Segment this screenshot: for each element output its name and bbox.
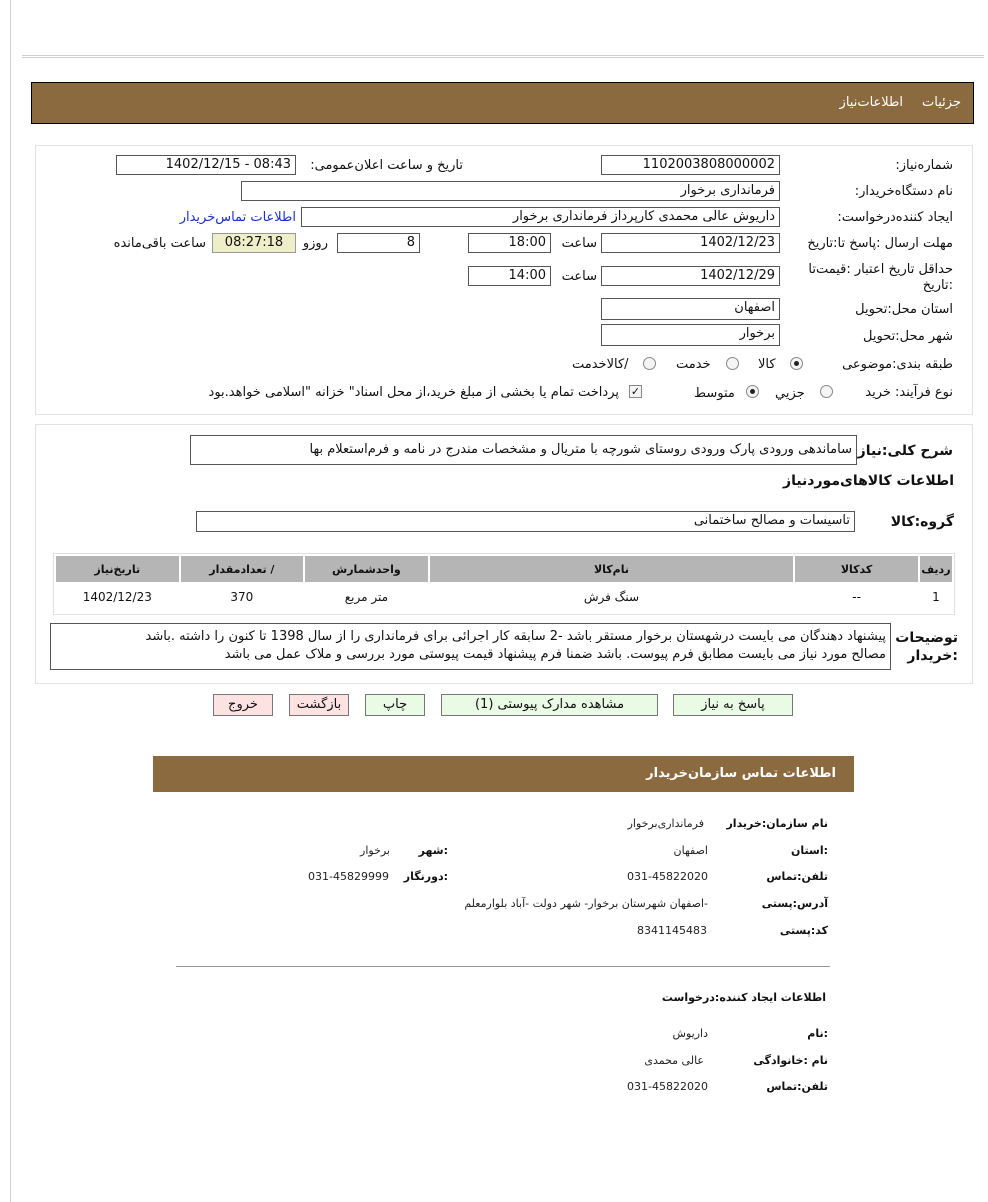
description-field: ساماندهی ورودی پارک ورودی روستای شورچه با متریال و مشخصات مندرج در نامه و فرم‌استعلام بها [190,435,857,465]
buyer-notes-label: توضیحات :خریدار [895,630,958,664]
contact-fax-value: 031-45829999 [308,870,389,883]
tab-details[interactable]: جزئیات [922,95,961,110]
view-attachments-button[interactable]: مشاهده مدارک پیوستی (1) [441,694,658,716]
announce-label: تاریخ و ساعت اعلان‌عمومی: [310,158,463,173]
col-need-date: تاریخ‌نیاز [56,556,179,582]
cell-need-date: 1402/12/23 [82,590,152,604]
deadline-hour-label: ساعت [561,236,597,251]
creator-label: ایجاد کننده‌درخواست: [837,210,953,225]
cell-goods-code: -- [852,590,861,604]
contact-city-label: :شهر [418,844,448,857]
buyer-notes-line-1: پیشنهاد دهندگان می بایست درشهستان برخوار مستقر باشد -2 سابقه کار اجرائی برای فرمانداری را از سال 1398 تا کنون را داشته .باشد [145,629,886,644]
province-label: استان محل:تحویل [855,302,953,317]
days-label: روزو [302,236,328,251]
contact-postal-value: 8341145483 [637,924,707,937]
items-table [54,554,954,612]
contact-address-label: آدرس:پستی [761,897,828,910]
buyer-notes-line-2: مصالح مورد نیاز می بایست مطابق فرم پیوست. باشد ضمنا فرم پیشنهاد قیمت پیوستی مورد بررسی و ملاک عمل می باشد [224,647,886,662]
page-left-border [10,0,11,1202]
col-row-number: ردیف [920,556,952,582]
goods-info-title: اطلاعات کالاهای‌موردنیاز [783,473,954,489]
creator-name-value: داریوش [672,1027,708,1040]
buyer-org-field: فرمانداری برخوار [241,181,780,201]
cell-unit: متر مربع [344,590,389,604]
org-name-value: فرمانداری‌برخوار [627,817,704,830]
contact-address-value: -اصفهان شهرستان برخوار- شهر دولت -آباد بلوارمعلم [464,897,708,910]
details-header [31,82,974,124]
back-button[interactable]: بازگشت [289,694,349,716]
deadline-time-field: 18:00 [468,233,551,253]
city-field: برخوار [601,324,780,346]
cell-row-number: 1 [932,590,940,604]
process-minor-label: جزیي [775,386,805,401]
exit-button[interactable]: خروج [213,694,273,716]
process-label: نوع فرآیند: خرید [865,385,953,400]
contact-postal-label: کد:پستی [779,924,828,937]
col-goods-name: نام‌کالا [430,556,794,582]
process-minor-radio[interactable] [820,385,833,398]
contact-phone-label: تلفن:تماس [766,870,828,883]
contact-province-value: اصفهان [673,844,708,857]
category-goods-radio[interactable] [790,357,803,370]
creator-name-label: :نام [807,1027,828,1040]
contact-title: اطلاعات تماس سازمان‌خریدار [646,766,836,781]
creator-field: داریوش عالی محمدی کارپرداز فرمانداری برخوار [301,207,780,227]
top-divider [22,55,984,58]
contact-province-label: :استان [791,844,828,857]
category-goods-service-radio[interactable] [643,357,656,370]
contact-divider [176,966,830,967]
process-medium-radio[interactable] [746,385,759,398]
category-service-label: خدمت [676,357,711,372]
remaining-time-field: 08:27:18 [212,233,296,253]
contact-header [153,756,854,792]
category-goods-service-label: /کالاخدمت [572,357,629,372]
days-field: 8 [337,233,420,253]
deadline-date-field: 1402/12/23 [601,233,780,253]
goods-group-label: گروه:کالا [890,514,954,530]
tab-need-info[interactable]: اطلاعات‌نیاز [839,95,903,110]
city-label: شهر محل:تحویل [863,329,953,344]
deadline-label: مهلت ارسال :پاسخ تا:تاریخ [807,236,953,251]
buyer-org-label: نام دستگاه‌خریدار: [854,184,953,199]
validity-label: حداقل تاریخ اعتبار :قیمت‌تا :تاریخ [808,262,953,293]
creator-phone-label: تلفن:تماس [766,1080,828,1093]
col-unit: واحدشمارش [305,556,428,582]
creator-family-value: عالی محمدی [644,1054,704,1067]
cell-quantity: 370 [230,590,254,604]
description-label: شرح کلی:نیاز [857,443,953,459]
process-medium-label: متوسط [694,386,735,401]
buyer-contact-link[interactable]: اطلاعات تماس‌خریدار [179,210,296,225]
reply-button[interactable]: پاسخ به نیاز [673,694,793,716]
category-label: طبقه بندی:موضوعی [842,357,953,372]
validity-hour-label: ساعت [561,269,597,284]
col-quantity: / تعدادمقدار [181,556,304,582]
need-number-label: شماره‌نیاز: [895,158,953,173]
contact-phone-value: 031-45822020 [627,870,708,883]
creator-family-label: نام :خانوادگی [753,1054,828,1067]
creator-phone-value: 031-45822020 [627,1080,708,1093]
table-row [56,584,952,610]
col-goods-code: کدکالا [795,556,918,582]
category-service-radio[interactable] [726,357,739,370]
contact-city-value: برخوار [360,844,390,857]
items-table-header-row [56,556,952,582]
buyer-notes-field [50,623,891,670]
province-field: اصفهان [601,298,780,320]
contact-fax-label: :دورنگار [403,870,448,883]
remaining-label: ساعت باقی‌مانده [113,236,206,251]
creator-info-title: اطلاعات ایجاد کننده:درخواست [661,991,826,1004]
org-name-label: نام سازمان:خریدار [726,817,828,830]
category-goods-label: کالا [758,357,776,372]
treasury-payment-checkbox[interactable]: ✓ [630,385,641,398]
need-number-field: 1102003808000002 [601,155,780,175]
print-button[interactable]: چاپ [365,694,425,716]
goods-group-field: تاسیسات و مصالح ساختمانی [196,511,855,532]
validity-date-field: 1402/12/29 [601,266,780,286]
cell-goods-name: سنگ فرش [583,590,640,604]
items-table-frame [53,553,955,615]
announce-field: 1402/12/15 - 08:43 [116,155,296,175]
treasury-payment-note: پرداخت تمام یا بخشی از مبلغ خرید،از محل اسناد" خزانه "اسلامی خواهد.بود [208,385,619,400]
validity-time-field: 14:00 [468,266,551,286]
